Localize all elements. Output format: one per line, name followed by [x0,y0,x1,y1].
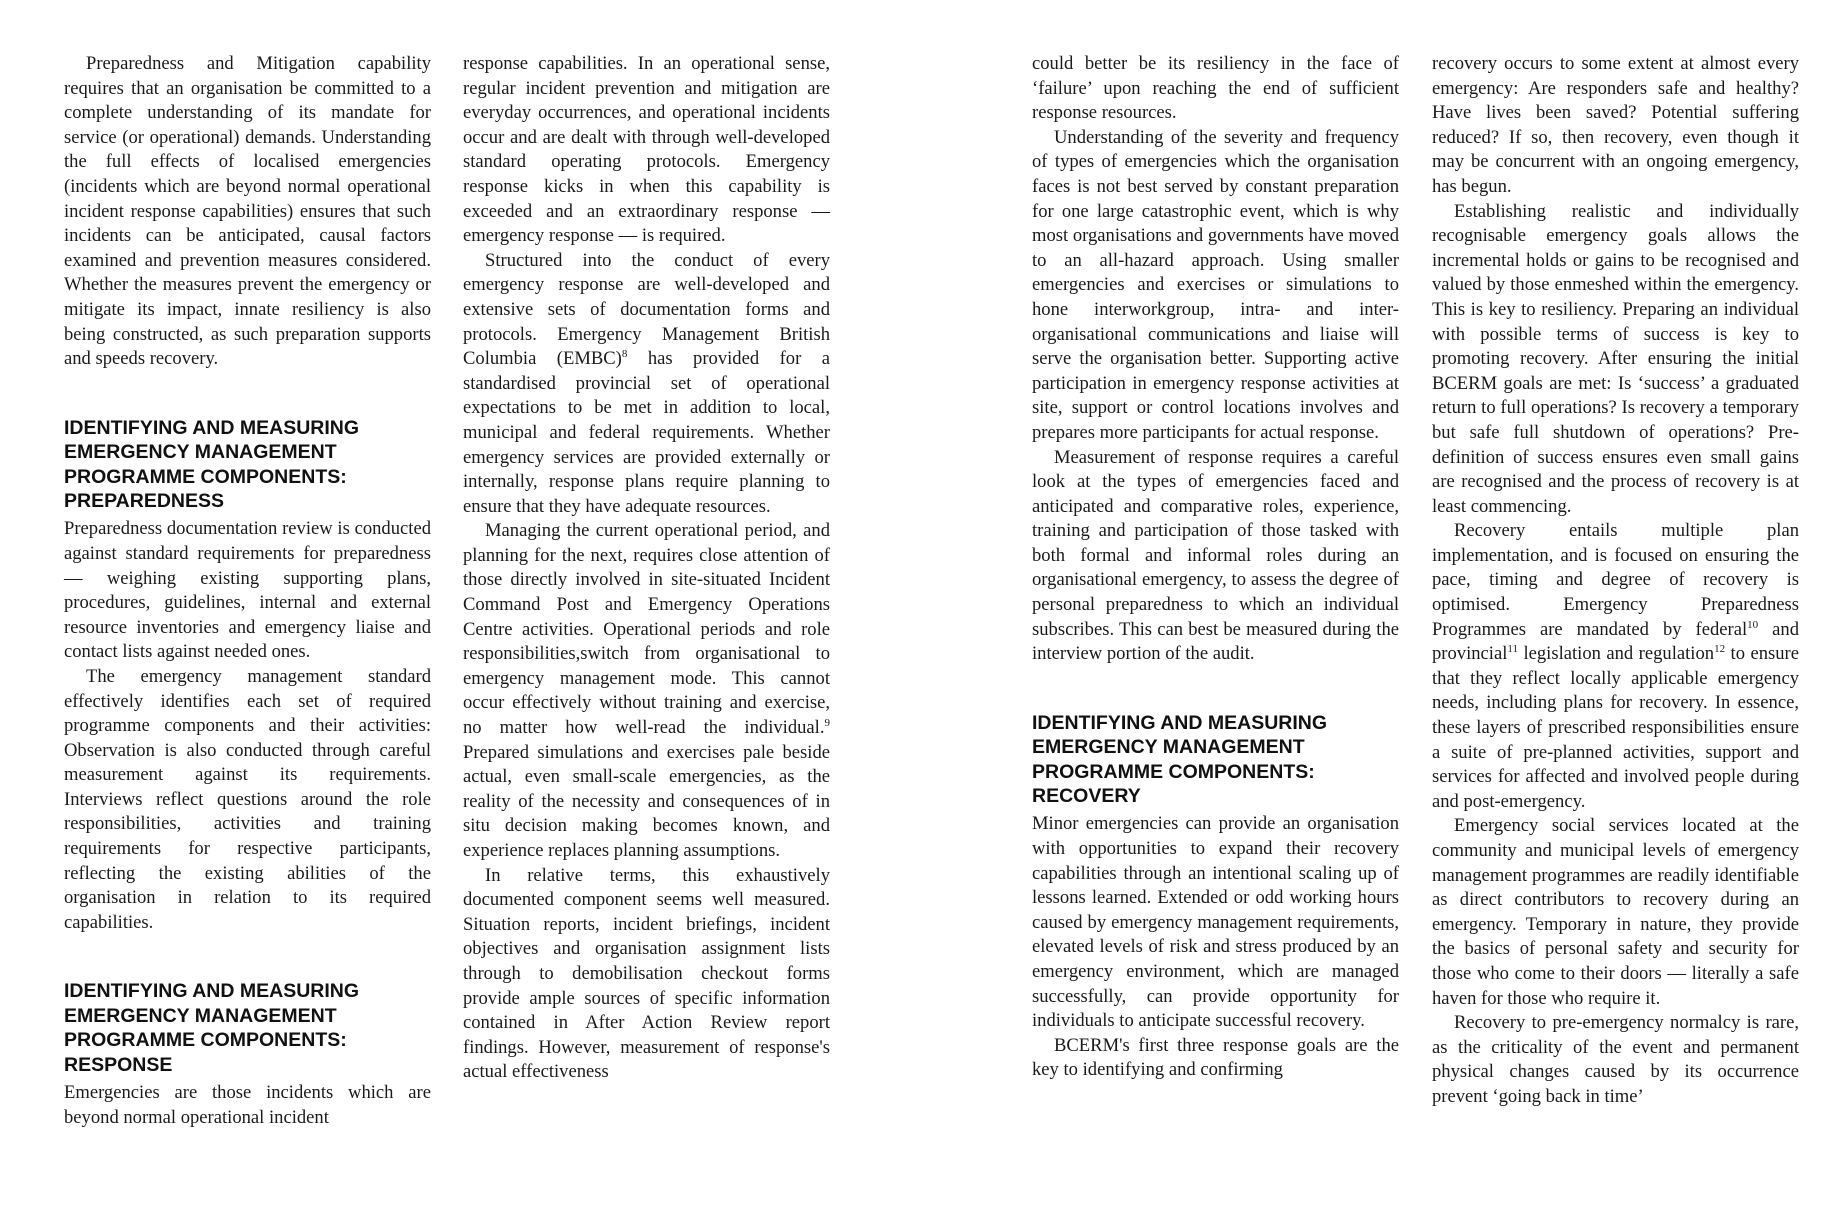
paragraph: Measurement of response requires a careful look at the types of emergencies faced and anticipated and comparative roles, experience, training and participation of those tasked with both formal and informal roles during an organisational emergency, to assess the degree of personal preparedness to which an individual subscribes. This can best be measured during the interview portion of the audit. [1032,446,1399,665]
paragraph: In relative terms, this exhaustively documented component seems well measured. Situation reports, incident briefings, incident objectives and organisation assignment lists through to demobilisation checkout forms provide ample sources of specific information contained in After Action Review report findings. However, measurement of response's actual effectiveness [463,864,830,1083]
paragraph: Emergency social services located at the community and municipal levels of emergency management programmes are readily identifiable as direct contributors to recovery during an emergency. Temporary in nature, they provide the basics of personal safety and security for those who come to their doors — literally a safe haven for those who require it. [1432,815,1799,1009]
text-run: has provided for a standardised provincial set of operational expectations to be met in addition to local, municipal and federal requirements. Whether emergency services are provided externally or internally, response plans require planning to ensure that they have adequate resources. [463,348,830,517]
paragraph: Establishing realistic and individually recognisable emergency goals allows the incremental holds or gains to be recognised and valued by those enmeshed within the emergency. This is key to resiliency. Preparing an individual with possible terms of success is key to promoting recovery. After ensuring the initial BCERM goals are met: Is ‘success’ a graduated return to full operations? Is recovery a temporary but safe full shutdown of operations? Pre-definition of success ensures even small gains are recognised and the process of recovery is at least commencing. [1432,200,1799,517]
paragraph: Preparedness and Mitigation capability requires that an organisation be committed to a complete understanding of its mandate for service (or operational) demands. Understanding the full effects of localised emergencies (incidents which are beyond normal operational incident response capabilities) ensures that such incidents can be anticipated, causal factors examined and prevention measures considered. Whether the measures prevent the emergency or mitigate its impact, innate resiliency is also being constructed, as such preparation supports and speeds recovery. [64,53,431,370]
paragraph [463,519,830,863]
paragraph: BCERM's first three response goals are the key to identifying and confirming [1032,1034,1399,1081]
footnote-ref: 10 [1747,618,1759,631]
paragraph: recovery occurs to some extent at almost every emergency: Are responders safe and healthy? Have lives been saved? Potential suffering reduced? If so, then recovery, even though it may be concurrent with an ongoing emergency, has begun. [1432,53,1799,197]
paragraph: Recovery to pre-emergency normalcy is rare, as the criticality of the event and permanent physical changes caused by its occurrence prevent ‘going back in time’ [1432,1012,1799,1107]
section-heading-response: IDENTIFYING AND MEASURING EMERGENCY MANAGEMENT PROGRAMME COMPONENTS: RESPONSE [64,980,360,1076]
section-heading-recovery: IDENTIFYING AND MEASURING EMERGENCY MANAGEMENT PROGRAMME COMPONENTS: RECOVERY [1032,711,1328,808]
text-run: Prepared simulations and exercises pale beside actual, even small-scale emergencies, as the reality of the necessity and consequences of in situ decision making becomes known, and experience replaces planning assumptions. [463,741,830,861]
paragraph: Emergencies are those incidents which are beyond normal operational incident [64,1082,431,1128]
paragraph: Preparedness documentation review is conducted against standard requirements for preparedness — weighing existing supporting plans, procedures, guidelines, internal and external resource inventories and emergency liaise and contact lists against needed ones. [64,518,431,663]
paragraph [1432,519,1799,814]
right-page-column-2 [1432,52,1799,1110]
footnote-ref: 9 [824,716,830,729]
footnote-ref: 8 [621,347,628,360]
right-page-column-1 [1032,52,1399,1083]
text-run: legislation and regulation [1517,643,1715,665]
text-run: Recovery entails multiple plan implementation, and is focused on ensuring the pace, timing and degree of recovery is optimised. Emergency Preparedness Programmes are mandated by federal [1432,520,1799,640]
paragraph: Understanding of the severity and frequency of types of emergencies which the organisation faces is not best served by constant preparation for one large catastrophic event, which is why most organisations and governments have moved to an all-hazard approach. Using smaller emergencies and exercises or simulations to hone interworkgroup, intra- and inter-organisational communications and liaise will serve the organisation better. Supporting active participation in emergency response activities at site, support or control locations involves and prepares more participants for actual response. [1032,126,1399,443]
text-run: and provincial [1432,618,1799,665]
section-heading-preparedness: IDENTIFYING AND MEASURING EMERGENCY MANAGEMENT PROGRAMME COMPONENTS: PREPAREDNESS [64,416,360,512]
left-page-column-1 [64,52,431,1130]
paragraph: Minor emergencies can provide an organisation with opportunities to expand their recovery capabilities through an intentional scaling up of lessons learned. Extended or odd working hours caused by emergency management requirements, elevated levels of risk and stress produced by an emergency environment, which are managed successfully, can provide opportunity for individuals to anticipate successful recovery. [1032,813,1399,1032]
text-run: Structured into the conduct of every emergency response are well-developed and extensive sets of documentation forms and protocols. Emergency Management British Columbia (EMBC) [463,249,830,370]
paragraph [463,249,830,520]
paragraph: could better be its resiliency in the face of ‘failure’ upon reaching the end of sufficient response resources. [1032,53,1399,124]
footnote-ref: 12 [1714,643,1726,656]
left-page-column-2 [463,52,830,1085]
footnote-ref: 11 [1507,643,1518,656]
text-run: to ensure that they reflect locally applicable emergency needs, including plans for recovery. In essence, these layers of prescribed responsibilities ensure a suite of pre-planned activities, support and services for affected and involved people during and post-emergency. [1432,643,1799,812]
paragraph: response capabilities. In an operational sense, regular incident prevention and mitigation are everyday occurrences, and operational incidents occur and are dealt with through well-developed standard operating protocols. Emergency response kicks in when this capability is exceeded and an extraordinary response — emergency response — is required. [463,53,830,247]
text-run: Managing the current operational period, and planning for the next, requires close attention of those directly involved in site-situated Incident Command Post and Emergency Operations Centre activities. Operational periods and role responsibilities,switch from organisational to emergency management mode. This cannot occur effectively without training and exercise, no matter how well-read the individual. [463,520,830,739]
paragraph: The emergency management standard effectively identifies each set of required programme components and their activities: Observation is also conducted through careful measurement against its requirements. Interviews reflect questions around the role responsibilities, activities and training requirements for respective participants, reflecting the existing abilities of the organisation in relation to its required capabilities. [64,665,431,933]
